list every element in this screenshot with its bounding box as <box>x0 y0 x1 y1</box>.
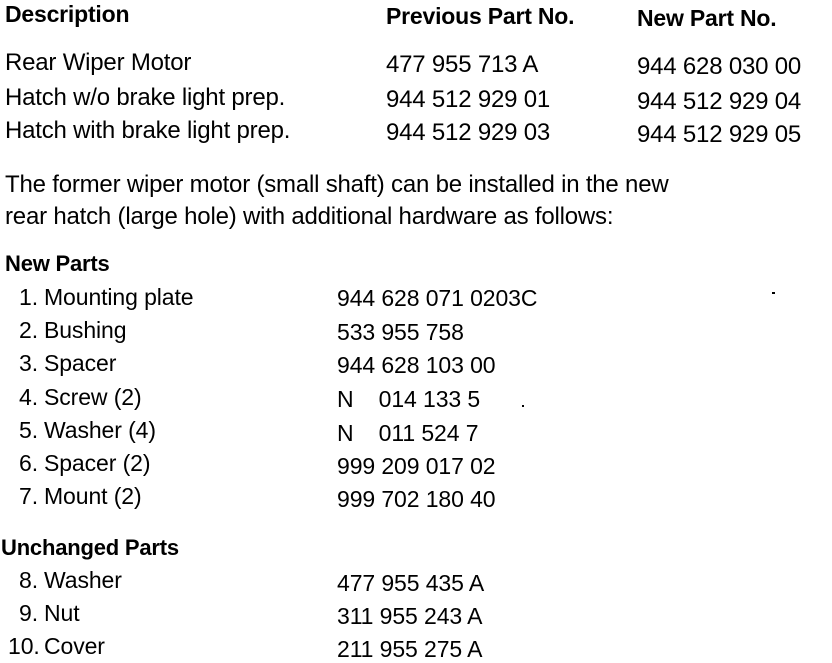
item-number: 3. <box>19 350 38 376</box>
item-number: 6. <box>19 450 38 476</box>
header-description: Description <box>5 1 130 27</box>
unchanged-part-9 <box>8 600 80 627</box>
new-part-5 <box>8 417 156 444</box>
new-part-7-number: 999 702 180 40 <box>337 486 496 512</box>
item-name: Cover <box>44 633 105 659</box>
unchanged-part-9-number: 311 955 243 A <box>337 603 483 629</box>
unchanged-part-10 <box>8 633 105 660</box>
paragraph-line-1: The former wiper motor (small shaft) can be installed in the new <box>5 171 669 198</box>
item-number: 1. <box>19 284 38 310</box>
new-part-1 <box>8 284 193 311</box>
item-number: 2. <box>19 317 38 343</box>
new-part-3-number: 944 628 103 00 <box>337 352 496 378</box>
new-part-1-number: 944 628 071 0203C <box>337 285 538 311</box>
new-part-7 <box>8 483 142 510</box>
new-part-5-number: N 011 524 7 <box>337 420 479 446</box>
scan-speck <box>522 405 524 407</box>
row-2-new: 944 512 929 04 <box>637 88 802 115</box>
new-part-6 <box>8 450 150 477</box>
item-name: Screw (2) <box>44 384 142 410</box>
item-number: 8. <box>19 567 38 593</box>
row-1-previous: 477 955 713 A <box>386 51 539 78</box>
item-number: 10. <box>8 633 40 659</box>
new-part-3 <box>8 350 116 377</box>
item-name: Bushing <box>44 317 127 343</box>
header-previous-part-no: Previous Part No. <box>386 3 575 29</box>
unchanged-part-8-number: 477 955 435 A <box>337 570 485 596</box>
row-3-description: Hatch with brake light prep. <box>5 117 291 144</box>
row-3-new: 944 512 929 05 <box>637 121 802 148</box>
paragraph-line-2: rear hatch (large hole) with additional hardware as follows: <box>5 203 614 230</box>
item-number: 7. <box>19 483 38 509</box>
item-name: Washer (4) <box>44 417 156 443</box>
item-name: Spacer (2) <box>44 450 151 476</box>
item-name: Washer <box>44 567 122 593</box>
scan-speck <box>772 292 775 294</box>
item-number: 4. <box>19 384 38 410</box>
row-3-previous: 944 512 929 03 <box>386 119 551 146</box>
new-part-6-number: 999 209 017 02 <box>337 453 496 479</box>
item-name: Mount (2) <box>44 483 142 509</box>
new-part-2 <box>8 317 126 344</box>
item-number: 5. <box>19 417 38 443</box>
row-1-description: Rear Wiper Motor <box>5 49 192 76</box>
new-part-4-number: N 014 133 5 <box>337 386 481 412</box>
new-parts-heading: New Parts <box>5 251 110 276</box>
row-1-new: 944 628 030 00 <box>637 53 802 80</box>
header-new-part-no: New Part No. <box>637 5 777 31</box>
new-part-4 <box>8 384 142 411</box>
item-name: Nut <box>44 600 80 626</box>
unchanged-part-10-number: 211 955 275 A <box>337 636 483 662</box>
row-2-description: Hatch w/o brake light prep. <box>5 84 286 111</box>
row-2-previous: 944 512 929 01 <box>386 86 551 113</box>
new-part-2-number: 533 955 758 <box>337 319 464 345</box>
unchanged-parts-heading: Unchanged Parts <box>1 535 179 560</box>
item-name: Spacer <box>44 350 117 376</box>
item-number: 9. <box>19 600 38 626</box>
unchanged-part-8 <box>8 567 122 594</box>
item-name: Mounting plate <box>44 284 194 310</box>
